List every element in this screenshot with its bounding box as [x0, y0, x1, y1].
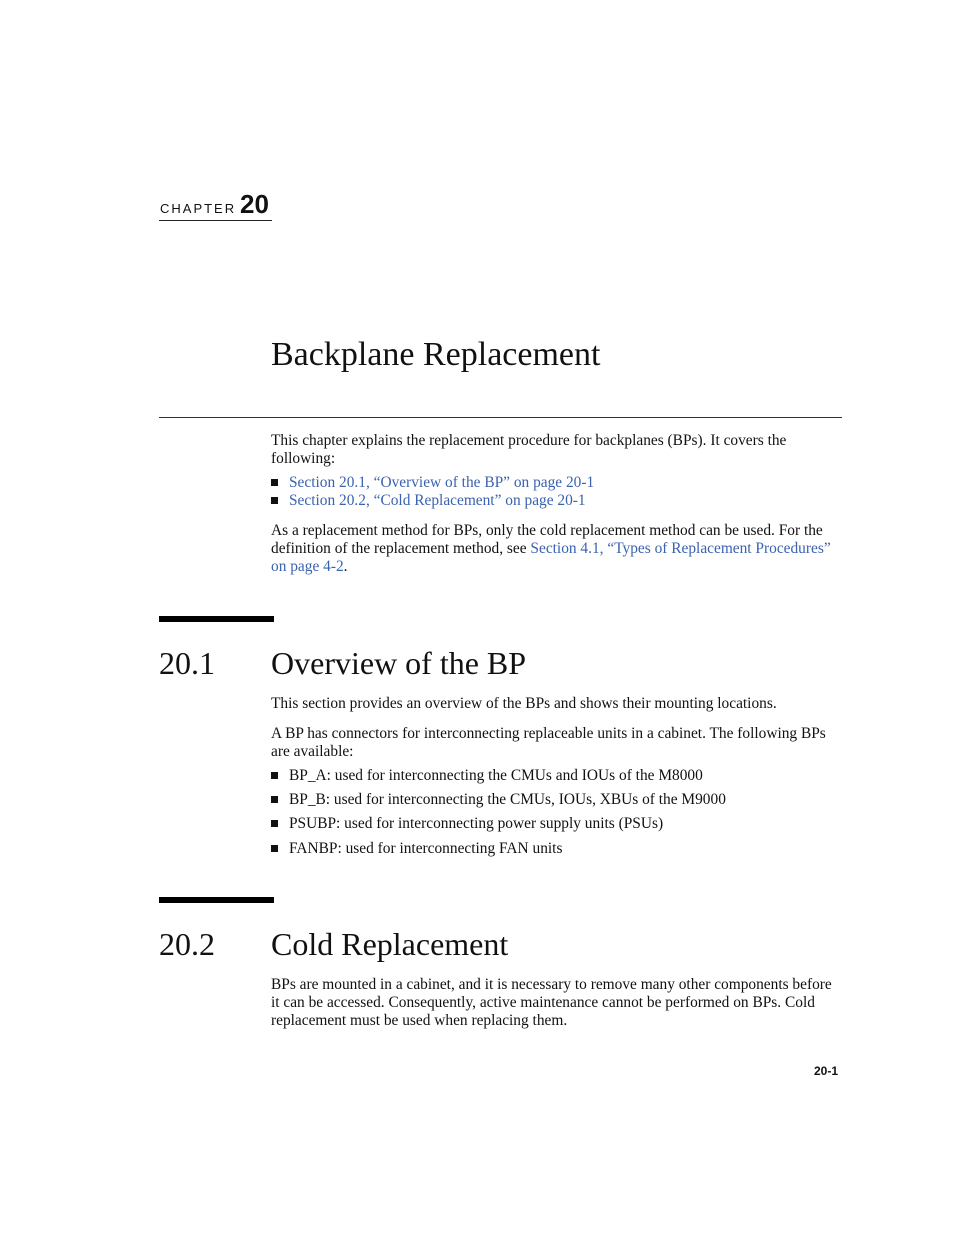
title-rule	[159, 417, 842, 418]
intro-link-list	[271, 474, 842, 510]
method-text: As a replacement method for BPs, only the cold replacement method can be used. For the definition of the replacement method, see	[271, 522, 823, 557]
section-number: 20.1	[159, 645, 215, 681]
section-bar	[159, 897, 274, 903]
list-item	[271, 815, 842, 833]
list-item-text: PSUBP: used for interconnecting power supply units (PSUs)	[289, 815, 664, 832]
chapter-number: 20	[240, 189, 269, 219]
chapter-word: CHAPTER	[160, 201, 237, 216]
bullet-icon	[271, 796, 278, 803]
chapter-title: Backplane Replacement	[271, 336, 601, 373]
method-text-end: .	[343, 558, 348, 575]
section-paragraph: BPs are mounted in a cabinet, and it is necessary to remove many other components before it can be accessed. Consequently, active maintenance cannot be performed on BPs. Cold replacement must be used when replacing them.	[271, 976, 832, 1029]
section-paragraph: This section provides an overview of the BPs and shows their mounting locations.	[271, 695, 777, 712]
section-title: Overview of the BP	[271, 645, 527, 681]
bullet-icon	[271, 497, 278, 504]
list-item	[271, 474, 842, 492]
list-item	[271, 492, 842, 510]
list-item	[271, 840, 842, 858]
bullet-icon	[271, 820, 278, 827]
page-number: 20-1	[813, 1064, 838, 1078]
section-paragraph: A BP has connectors for interconnecting replaceable units in a cabinet. The following BPs are available:	[271, 725, 826, 760]
list-item	[271, 767, 842, 785]
bullet-icon	[271, 772, 278, 779]
link-section-4-1[interactable]: Section 4.1, “Types of Replacement Procedures” on page 4-2	[271, 540, 831, 575]
intro-paragraph: This chapter explains the replacement procedure for backplanes (BPs). It covers the following:	[271, 432, 787, 467]
link-section-20-1[interactable]: Section 20.1, “Overview of the BP” on page 20-1	[289, 474, 595, 491]
bullet-icon	[271, 845, 278, 852]
chapter-label	[159, 190, 272, 221]
list-item	[271, 791, 842, 809]
bp-list	[271, 767, 842, 858]
list-item-text: BP_B: used for interconnecting the CMUs, IOUs, XBUs of the M9000	[289, 791, 726, 808]
section-bar	[159, 616, 274, 622]
section-number: 20.2	[159, 926, 215, 962]
section-title: Cold Replacement	[271, 926, 509, 962]
list-item-text: FANBP: used for interconnecting FAN units	[289, 840, 563, 857]
bullet-icon	[271, 479, 278, 486]
method-paragraph	[271, 522, 842, 576]
list-item-text: BP_A: used for interconnecting the CMUs and IOUs of the M8000	[289, 767, 703, 784]
link-section-20-2[interactable]: Section 20.2, “Cold Replacement” on page 20-1	[289, 492, 586, 509]
